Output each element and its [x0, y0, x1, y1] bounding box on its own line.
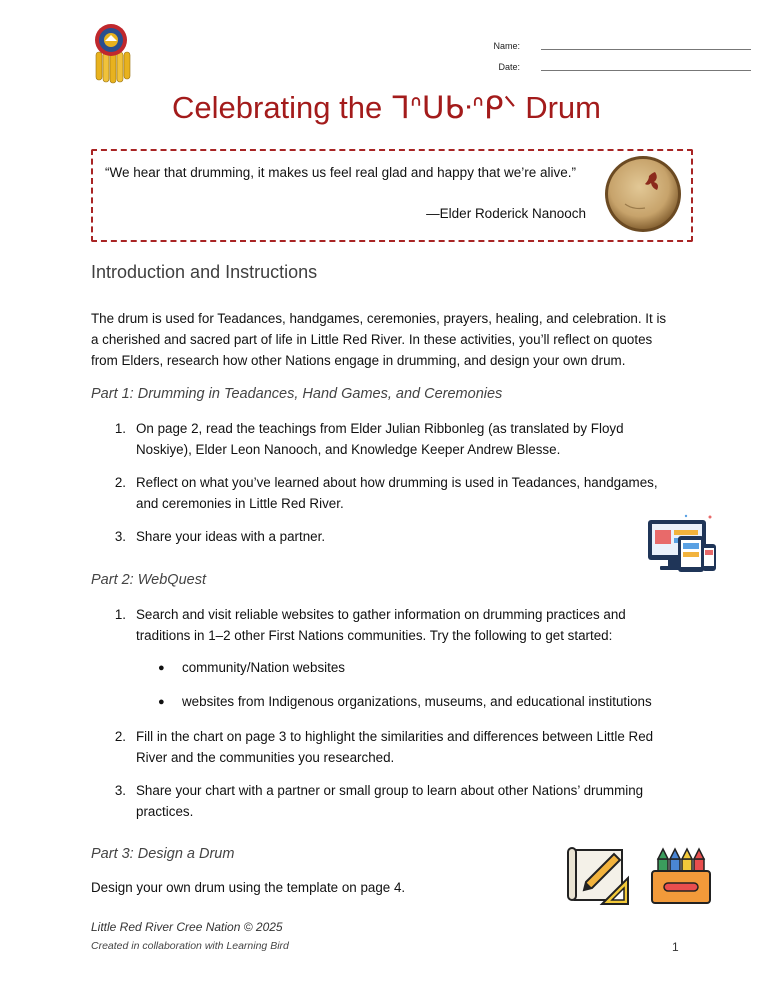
- footer-credit: Created in collaboration with Learning Bird: [91, 940, 289, 952]
- page-number: 1: [672, 940, 679, 954]
- part1-heading: Part 1: Drumming in Teadances, Hand Games, and Ceremonies: [91, 386, 503, 402]
- intro-line: from Elders, research how other Nations engage in drumming, and design your own drum.: [91, 353, 626, 368]
- list-item: [136, 472, 681, 514]
- part2-heading: Part 2: WebQuest: [91, 572, 206, 588]
- intro-paragraph: [91, 308, 691, 371]
- list-item: [136, 526, 681, 547]
- devices-icon: [646, 514, 718, 576]
- list-item-line: On page 2, read the teachings from Elder Julian Ribbonleg (as translated by Floyd: [136, 421, 624, 436]
- part3-text: Design your own drum using the template on page 4.: [91, 880, 406, 895]
- nation-logo: [86, 22, 136, 84]
- bullet-item: websites from Indigenous organizations, museums, and educational institutions: [182, 694, 652, 709]
- list-item-line: and ceremonies in Little Red River.: [136, 496, 344, 511]
- quote-text: “We hear that drumming, it makes us feel real glad and happy that we’re alive.”: [105, 165, 576, 180]
- list-number: 2.: [114, 729, 126, 744]
- list-item-line: traditions in 1–2 other First Nations communities. Try the following to get started:: [136, 628, 613, 643]
- list-item-line: River and the communities you researched.: [136, 750, 395, 765]
- list-item-line: Search and visit reliable websites to gather information on drumming practices and: [136, 607, 626, 622]
- crayons-icon: [650, 845, 722, 907]
- page-title: Celebrating the ᒣᐢᑌᑲᐧᐢᑭᐠ Drum: [172, 90, 601, 125]
- list-number: 1.: [114, 607, 126, 622]
- name-field[interactable]: [541, 49, 751, 50]
- feathers-icon: [96, 52, 130, 83]
- list-item-line: Noskiye), Elder Leon Nanooch, and Knowledge Keeper Andrew Blesse.: [136, 442, 561, 457]
- name-label: Name:: [493, 41, 520, 51]
- list-item-line: practices.: [136, 804, 194, 819]
- list-item: [136, 418, 681, 460]
- list-number: 3.: [114, 529, 126, 544]
- date-label: Date:: [498, 62, 520, 72]
- list-number: 1.: [114, 421, 126, 436]
- bullet-icon: ●: [158, 662, 165, 674]
- list-item: [136, 604, 681, 646]
- list-number: 2.: [114, 475, 126, 490]
- list-item-line: Share your chart with a partner or small group to learn about other Nations’ drumming: [136, 783, 644, 798]
- blueprint-icon: [566, 844, 632, 908]
- list-item-line: Reflect on what you’ve learned about how drumming is used in Teadances, handgames,: [136, 475, 658, 490]
- drum-image: [603, 154, 683, 234]
- intro-line: The drum is used for Teadances, handgames, ceremonies, prayers, healing, and celebration. It is: [91, 311, 667, 326]
- bullet-item: community/Nation websites: [182, 660, 345, 675]
- intro-line: a cherished and sacred part of life in Little Red River. In these activities, you’ll reflect on quotes: [91, 332, 653, 347]
- bullet-icon: ●: [158, 696, 165, 708]
- quote-attribution: —Elder Roderick Nanooch: [426, 206, 586, 221]
- list-item: [136, 726, 681, 768]
- intro-heading: Introduction and Instructions: [91, 262, 318, 282]
- date-field[interactable]: [541, 70, 751, 71]
- list-item-line: Share your ideas with a partner.: [136, 529, 326, 544]
- list-item-line: Fill in the chart on page 3 to highlight the similarities and differences between Little Red: [136, 729, 654, 744]
- list-number: 3.: [114, 783, 126, 798]
- footer-copyright: Little Red River Cree Nation © 2025: [91, 920, 283, 934]
- part3-heading: Part 3: Design a Drum: [91, 846, 235, 862]
- list-item: [136, 780, 681, 822]
